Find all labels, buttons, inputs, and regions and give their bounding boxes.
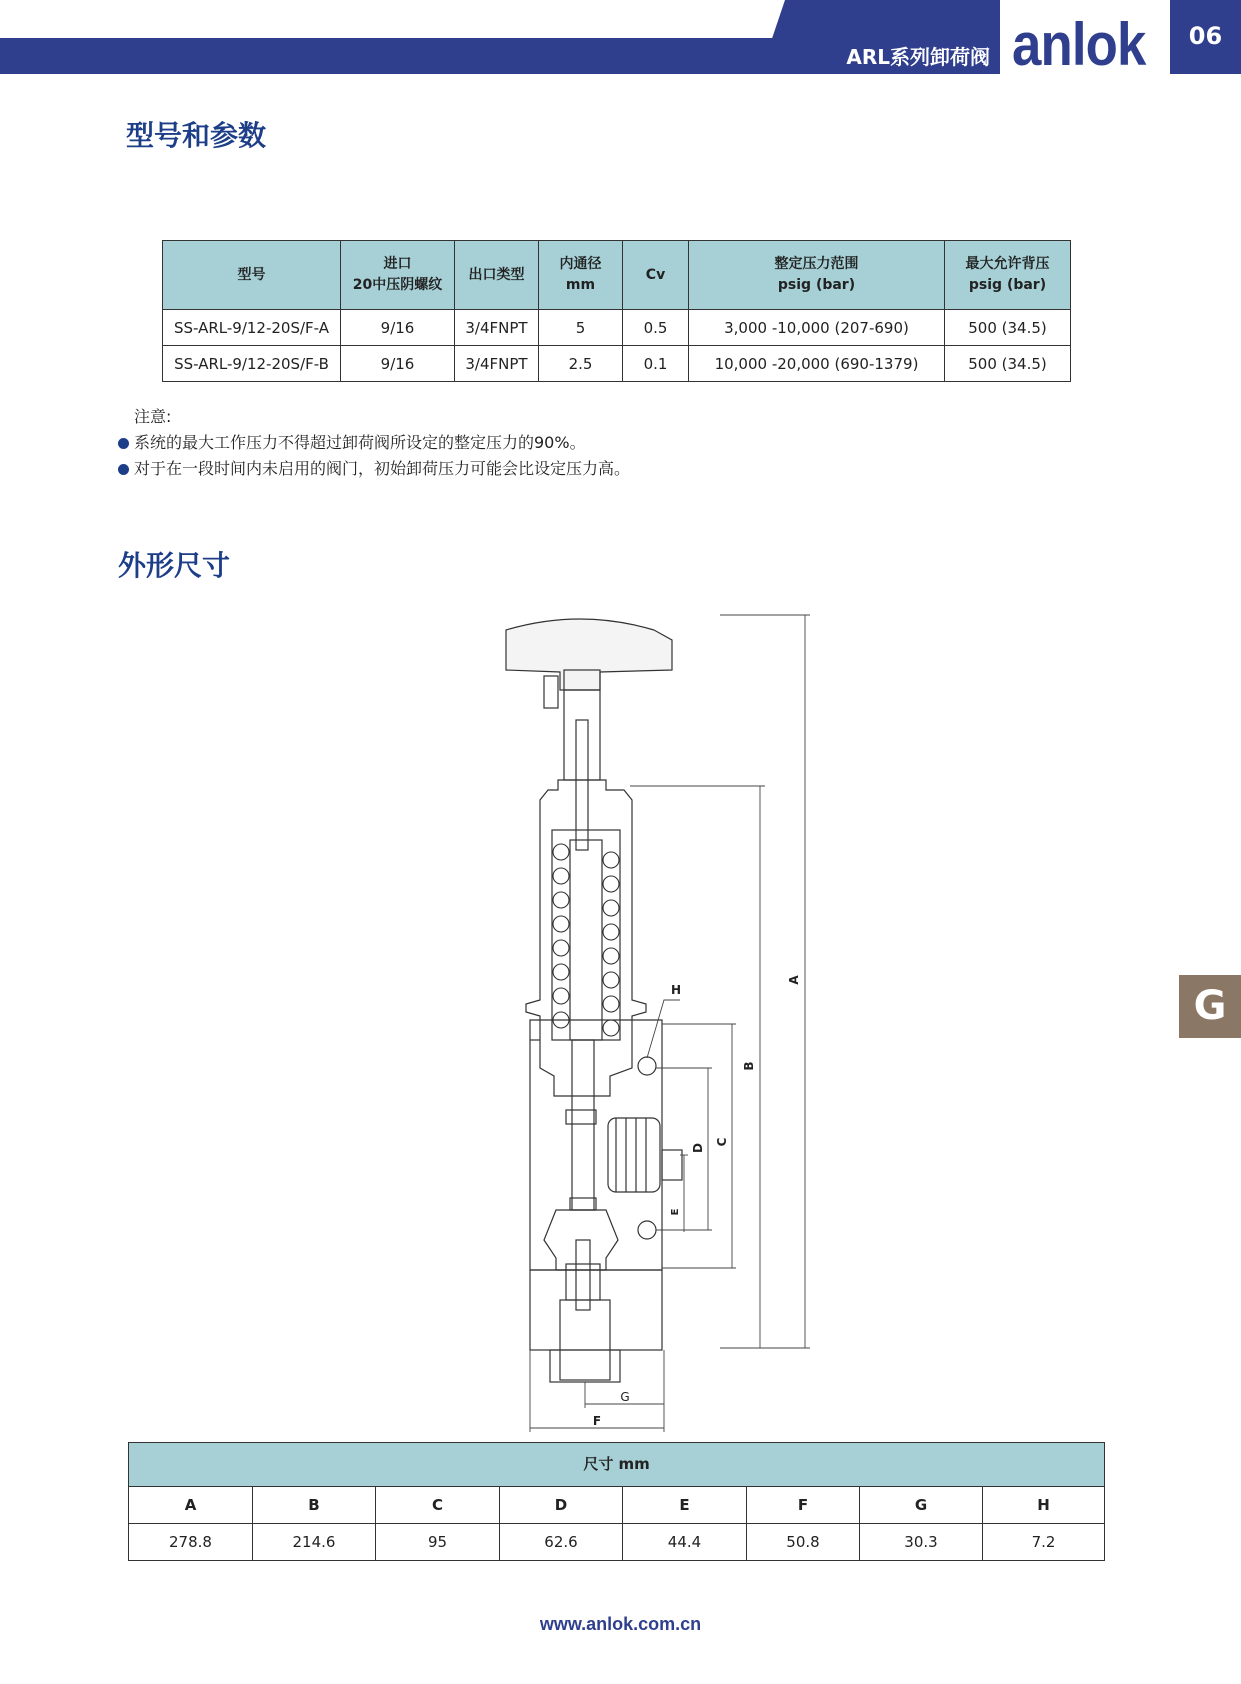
section-tab-g: G	[1179, 975, 1241, 1038]
table-cell: 7.2	[983, 1524, 1105, 1561]
table-row	[163, 310, 1071, 346]
notes-title: 注意:	[134, 407, 172, 426]
table-cell: 214.6	[253, 1524, 376, 1561]
dim-label-b: B	[742, 1061, 756, 1071]
table-cell: A	[129, 1487, 253, 1524]
note-item: 对于在一段时间内未启用的阀门，初始卸荷压力可能会比设定压力高。	[116, 456, 816, 482]
bellows	[608, 1118, 682, 1192]
col-header: 整定压力范围 psig (bar)	[689, 241, 945, 310]
outlet-body	[530, 1270, 662, 1350]
table-cell: 9/16	[341, 310, 455, 346]
table-cell: D	[500, 1487, 623, 1524]
table-cell: G	[860, 1487, 983, 1524]
footer-website: www.anlok.com.cn	[539, 1614, 702, 1634]
table-cell: 0.5	[623, 310, 689, 346]
table-cell: 62.6	[500, 1524, 623, 1561]
spring-right	[603, 852, 619, 1036]
dim-label-a: A	[787, 975, 801, 985]
dimension-table	[128, 1442, 1105, 1561]
table-cell: 95	[376, 1524, 500, 1561]
bonnet	[526, 780, 646, 1096]
dimension-header-row	[129, 1487, 1105, 1524]
anlok-logo: anlok	[1012, 11, 1146, 78]
dim-label-h: H	[670, 983, 682, 997]
table-cell: 2.5	[539, 346, 623, 382]
col-header: 最大允许背压 psig (bar)	[945, 241, 1071, 310]
table-header-row	[163, 241, 1071, 310]
section-title-models: 型号和参数	[126, 119, 267, 152]
section-title-dimensions: 外形尺寸	[118, 549, 231, 582]
col-header: 型号	[163, 241, 341, 310]
table-row	[129, 1524, 1105, 1561]
dim-label-f: F	[592, 1414, 602, 1428]
table-cell: SS-ARL-9/12-20S/F-A	[163, 310, 341, 346]
table-cell: C	[376, 1487, 500, 1524]
table-cell: 3,000 -10,000 (207-690)	[689, 310, 945, 346]
set-screw	[544, 676, 558, 708]
bullet-icon	[118, 438, 129, 449]
valve-body	[530, 1020, 662, 1270]
table-cell: 30.3	[860, 1524, 983, 1561]
col-header: 进口 20中压阴螺纹	[341, 241, 455, 310]
spring-left	[553, 844, 569, 1028]
table-cell: 500 (34.5)	[945, 310, 1071, 346]
spring-chamber	[552, 830, 620, 1040]
table-cell: SS-ARL-9/12-20S/F-B	[163, 346, 341, 382]
table-cell: 0.1	[623, 346, 689, 382]
note-item: 系统的最大工作压力不得超过卸荷阀所设定的整定压力的90%。	[116, 430, 816, 456]
port-lower	[638, 1221, 656, 1239]
table-cell: 44.4	[623, 1524, 747, 1561]
dimension-table-title: 尺寸 mm	[129, 1443, 1105, 1487]
col-header: 内通径 mm	[539, 241, 623, 310]
notes-block	[116, 404, 816, 482]
table-cell: F	[747, 1487, 860, 1524]
col-header: 出口类型	[455, 241, 539, 310]
bullet-icon	[118, 464, 129, 475]
col-header: Cv	[623, 241, 689, 310]
table-cell: 5	[539, 310, 623, 346]
handle-knob	[506, 619, 672, 690]
table-cell: 10,000 -20,000 (690-1379)	[689, 346, 945, 382]
table-cell: 9/16	[341, 346, 455, 382]
table-cell: 50.8	[747, 1524, 860, 1561]
stem-lower	[572, 1040, 594, 1210]
table-cell: 3/4FNPT	[455, 310, 539, 346]
table-cell: B	[253, 1487, 376, 1524]
table-cell: 3/4FNPT	[455, 346, 539, 382]
valve-dimension-drawing	[480, 608, 840, 1438]
dim-label-c: C	[715, 1137, 729, 1147]
table-cell: H	[983, 1487, 1105, 1524]
table-cell: 278.8	[129, 1524, 253, 1561]
model-spec-table	[162, 240, 1071, 382]
table-cell: 500 (34.5)	[945, 346, 1071, 382]
table-row	[163, 346, 1071, 382]
series-title: ARL系列卸荷阀	[846, 45, 990, 69]
dim-label-e: E	[670, 1208, 681, 1216]
dim-label-g: G	[620, 1390, 630, 1404]
port-upper	[638, 1057, 656, 1075]
page-number: 06	[1170, 0, 1241, 74]
dim-label-d: D	[691, 1143, 705, 1153]
table-cell: E	[623, 1487, 747, 1524]
